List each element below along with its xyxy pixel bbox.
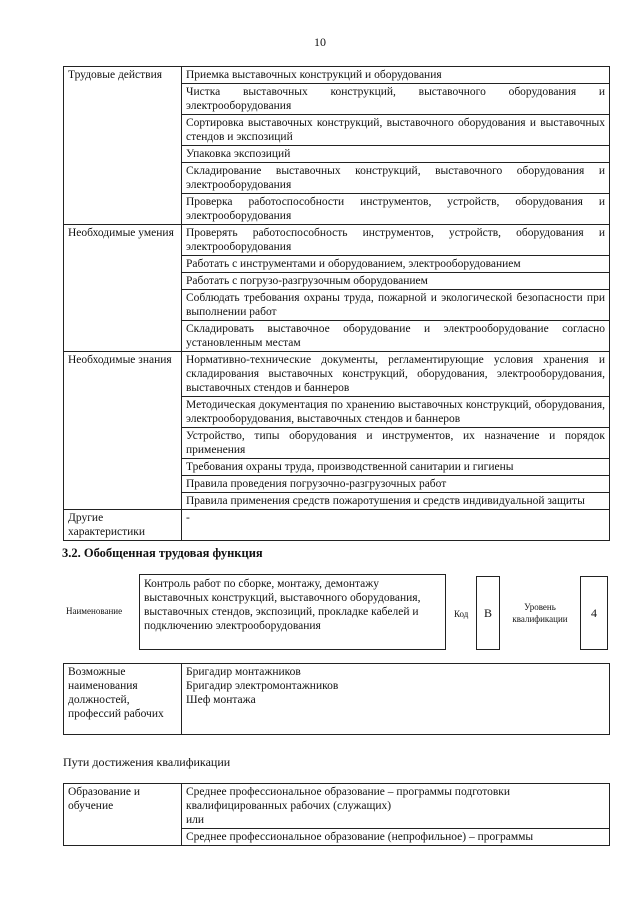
positions-table <box>63 663 610 735</box>
table-row <box>64 664 610 735</box>
table-cell: Нормативно-технические документы, регламентирующие условия хранения и складирования выставочных конструкций, оборудования, электрооборудования, выставочных стендов и баннеров <box>182 352 610 397</box>
education-line: Среднее профессиональное образование – программы подготовки квалифицированных рабочих (служащих) <box>186 786 511 812</box>
row-label: Необходимые умения <box>64 225 182 352</box>
row-label: Образование и обучение <box>64 784 182 846</box>
name-value: Контроль работ по сборке, монтажу, демонтажу выставочных конструкций, выставочного оборудования, выставочных стендов, экспозиций, прокладке кабелей и подключению электрооборудования <box>139 574 446 650</box>
table-cell: Работать с погрузо-разгрузочным оборудованием <box>182 273 610 290</box>
table-cell: Упаковка экспозиций <box>182 146 610 163</box>
table-cell: Приемка выставочных конструкций и оборудования <box>182 67 610 84</box>
table-cell: Проверять работоспособность инструментов, устройств, оборудования и электрооборудования <box>182 225 610 256</box>
labor-actions-table <box>63 66 610 541</box>
table-cell: Методическая документация по хранению выставочных конструкций, оборудования, электрооборудования, выставочных стендов и баннеров <box>182 397 610 428</box>
table-row <box>64 510 610 541</box>
table-cell: Правила применения средств пожаротушения и средств индивидуальной защиты <box>182 493 610 510</box>
row-label: Необходимые знания <box>64 352 182 510</box>
row-label: Другие характеристики <box>64 510 182 541</box>
table-cell: Устройство, типы оборудования и инструментов, их назначение и порядок применения <box>182 428 610 459</box>
table-cell: Работать с инструментами и оборудованием, электрооборудованием <box>182 256 610 273</box>
table-row <box>64 67 610 84</box>
table-cell <box>182 784 610 829</box>
table-cell: Проверка работоспособности инструментов, устройств, оборудования и электрооборудования <box>182 194 610 225</box>
table-cell: - <box>182 510 610 541</box>
name-label: Наименование <box>66 606 123 616</box>
position-item: Шеф монтажа <box>186 694 256 706</box>
page-number: 10 <box>314 35 326 49</box>
table-cell: Требования охраны труда, производственной санитарии и гигиены <box>182 459 610 476</box>
table-cell: Соблюдать требования охраны труда, пожарной и экологической безопасности при выполнении работ <box>182 290 610 321</box>
row-label: Возможные наименования должностей, профессий рабочих <box>64 664 182 735</box>
table-row <box>64 352 610 397</box>
table-cell: Сортировка выставочных конструкций, выставочного оборудования и выставочных стендов и экспозиций <box>182 115 610 146</box>
position-item: Бригадир электромонтажников <box>186 680 339 692</box>
education-table <box>63 783 610 846</box>
paths-heading: Пути достижения квалификации <box>63 755 231 769</box>
table-cell: Чистка выставочных конструкций, выставочного оборудования и электрооборудования <box>182 84 610 115</box>
code-label: Код <box>454 609 469 619</box>
section-heading: 3.2. Обобщенная трудовая функция <box>62 546 263 560</box>
table-row <box>64 784 610 829</box>
table-cell: Правила проведения погрузочно-разгрузочных работ <box>182 476 610 493</box>
table-cell: Складировать выставочное оборудование и электрооборудование согласно установленным местам <box>182 321 610 352</box>
level-value: 4 <box>580 576 608 650</box>
position-item: Бригадир монтажников <box>186 666 301 678</box>
education-line: или <box>186 814 205 826</box>
row-label: Трудовые действия <box>64 67 182 225</box>
table-cell <box>182 664 610 735</box>
table-cell: Среднее профессиональное образование (непрофильное) – программы <box>182 829 610 846</box>
code-value: В <box>476 576 500 650</box>
table-row <box>64 225 610 256</box>
table-cell: Складирование выставочных конструкций, выставочного оборудования и электрооборудования <box>182 163 610 194</box>
level-label: Уровень квалификации <box>512 602 568 624</box>
